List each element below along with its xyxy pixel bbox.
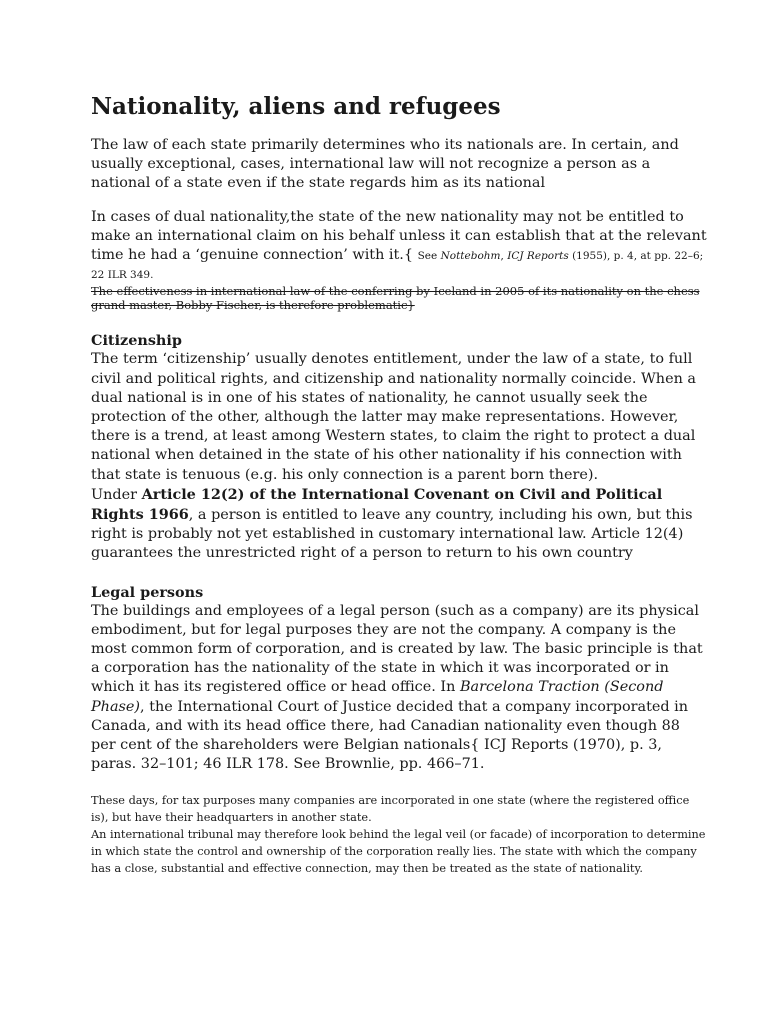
- article-pre: Under: [91, 486, 142, 503]
- dual-nationality-text: In cases of dual nationality,the state of the new nationality may not be entitled to make an international claim on his behalf unless it can establish that at the relevant time he had a ‘genuine connection’ with it.{: [91, 208, 707, 264]
- article-reference: Article 12(2) of the International Covenant on Civil and Political Rights 1966: [91, 485, 663, 524]
- legal-text-post: , the International Court of Justice decided that a company incorporated in Canada, and with its head office there, had Canadian nationality even though 88 per cent of the shareholders were Belgian nationals{ ICJ Reports (1970), p. 3, paras. 32–101; 46 ILR 178. See Brownlie, pp. 466–71.: [91, 698, 689, 773]
- footnote-reports: ICJ Reports: [507, 250, 569, 263]
- dual-nationality-paragraph: [91, 208, 708, 313]
- article-paragraph: [91, 485, 708, 564]
- case-name: Barcelona Traction (Second Phase): [91, 679, 664, 715]
- footnote-case: Nottebohm: [440, 250, 501, 263]
- legal-persons-heading: Legal persons: [91, 583, 204, 601]
- footnote-rest: (1955), p. 4, at pp. 22–6; 22 ILR 349.: [91, 250, 704, 282]
- struck-footnote: The effectiveness in international law of the conferring by Iceland in 2005 of its nationality on the chess grand master, Bobby Fischer, is therefore problematic}: [91, 284, 700, 313]
- tax-paragraph-1: These days, for tax purposes many companies are incorporated in one state (where the registered office is), but have their headquarters in another state.: [91, 794, 690, 825]
- page-title: Nationality, aliens and refugees: [91, 93, 501, 120]
- legal-text-pre: The buildings and employees of a legal person (such as a company) are its physical embodiment, but for legal purposes they are not the company. A company is the most common form of corporation, and is created by law. The basic principle is that a corporation has the nationality of the state in which it was incorporated or in which it has its registered office or head office. In: [91, 602, 703, 696]
- footnote-comma: ,: [500, 250, 508, 263]
- legal-persons-paragraph: [91, 602, 708, 775]
- citizenship-heading: Citizenship: [91, 332, 182, 350]
- tax-paragraph-2: An international tribunal may therefore look behind the legal veil (or facade) of incorporation to determine in which state the control and ownership of the corporation really lies. The state with which the company has a close, substantial and effective connection, may then be treated as the state of nationality.: [91, 828, 706, 875]
- footnote-see: See: [417, 250, 441, 263]
- intro-paragraph: The law of each state primarily determines who its nationals are. In certain, and usually exceptional, cases, international law will not recognize a person as a national of a state even if the state regards him as its national: [91, 137, 679, 192]
- article-post: , a person is entitled to leave any country, including his own, but this right is probably not yet established in customary international law. Article 12(4) guarantees the unrestricted right of a person to return to his own country: [91, 507, 693, 562]
- citizenship-paragraph: The term ‘citizenship’ usually denotes entitlement, under the law of a state, to full civil and political rights, and citizenship and nationality normally coincide. When a dual national is in one of his states of nationality, he cannot usually seek the protection of the other, although the latter may make representations. However, there is a trend, at least among Western states, to claim the right to protect a dual national when detained in the state of his other nationality if his connection with that state is tenuous (e.g. his only connection is a parent born there).: [91, 351, 697, 483]
